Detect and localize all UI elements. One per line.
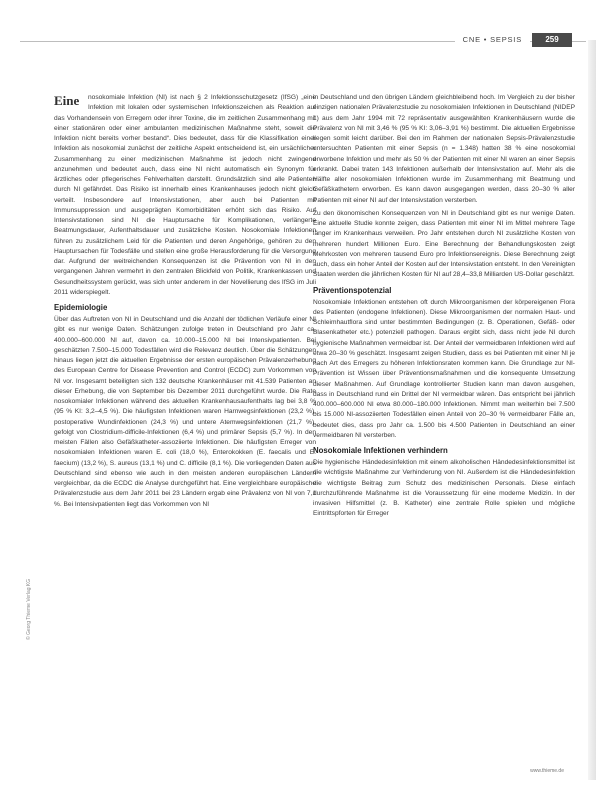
heading-praeventionspotenzial: Präventionspotenzial <box>313 285 392 295</box>
footer-url: www.thieme.de <box>530 768 564 774</box>
prevention-paragraph: Nosokomiale Infektionen entstehen oft durch Mikroorganismen der körpereigenen Flora des Patienten (endogene Infektionen). Diese Mikroorganismen der normalen Haut- und Schleimhautflora sind unter bestimmten Bedingungen (z. B. Operationen, Gefäß- oder Blasenkatheter etc.) potenziell pathogen. Daraus ergibt sich, dass nicht jede NI durch hygienische Maßnahmen vermeidbar ist. Der Anteil der vermeidbaren Infektionen wird auf etwa 20–30 % geschätzt. Insgesamt zeigen Studien, dass es bei Patienten mit einer NI je nach Art des Erregers zu höheren Infektionsraten kommen kann. Die Grundlage zur NI-Prävention ist Wissen über Präventionsmaßnahmen und die konsequente Umsetzung dieser Maßnahmen. Auf Grundlage kontrollierter Studien kann man davon ausgehen, dass in Deutschland rund ein Drittel der NI vermeidbar wären. Das entspricht bei jährlich 400.000–600.000 NI etwa 80.000–180.000 Infektionen. Nimmt man weiterhin bei 7.500 bis 15.000 NI-assoziierten Todesfällen einen Anteil von 20–30 % vermeidbarer Fälle an, bedeutet dies, dass pro Jahr ca. 1.500 bis 4.500 Patienten in Deutschland an einer vermeidbaren NI versterben. <box>313 298 575 439</box>
prevalence-paragraph: in Deutschland und den übrigen Ländern gleichbleibend hoch. Im Vergleich zu der bisher einzigen nationalen Prävalenzstudie zu nosokomialen Infektionen in Deutschland (NIDEP 1) aus dem Jahr 1994 mit 72 repräsentativ ausgewählten Krankenhäusern wurde die Prävalenz von NI mit 3,46 % (95 % KI: 3,06–3,91 %) bestimmt. Die aktuellen Ergebnisse liegen somit leicht darüber. Bei den im Rahmen der nationalen Sepsis-Prävalenzstudie untersuchten Patienten mit einer Sepsis (n = 1.348) hatten 38 % eine nosokomial erworbene Infektion und mehr als 50 % der Patienten mit einer NI waren an einer Sepsis erkrankt. Dabei traten 143 Infektionen außerhalb der Intensivstation auf. Mehr als die Hälfte aller nosokomialen Infektionen wurde im Zusammenhang mit Beatmung und Gefäßkathetern erworben. Es kann davon ausgegangen werden, dass 20–30 % aller Patienten mit einer NI auf der Intensivstation versterben. <box>313 94 575 204</box>
intro-paragraph: nosokomiale Infektion (NI) ist nach § 2 Infektionsschutzgesetz (IfSG) „eine Infektion mit lokalen oder systemischen Infektionszeichen als Reaktion auf das Vorhandensein von Erregern oder ihrer Toxine, die im zeitlichen Zusammenhang mit einer stationären oder einer ambulanten medizinischen Maßnahme steht, soweit die Infektion nicht bereits vorher bestand“. Dies bedeutet, dass für die Klassifikation einer Infektion als nosokomial zunächst der zeitliche Aspekt entscheidend ist, ein ursächlicher Zusammenhang zu einer medizinischen Maßnahme ist jedoch nicht zwingend anzunehmen und bedeutet auch, dass eine NI nicht automatisch ein Synonym für ärztliches oder pflegerisches Fehlverhalten darstellt. Grundsätzlich sind alle Patienten durch NI gefährdet. Das Risiko ist innerhalb eines Krankenhauses jedoch nicht gleich verteilt. Insbesondere auf Intensivstationen, aber auch bei Patienten mit Immunsuppression und ausgeprägten Komorbiditäten erhöht sich das Risiko. Auf Intensivstationen sind NI die Hauptursache für Komplikationen, verlängerte Beatmungsdauer, Aufenthaltsdauer und zusätzliche Kosten. Nosokomiale Infektionen führen zu zusätzlichem Leid für die Patienten und deren Angehörige, gehören zu den Hauptursachen für Todesfälle und stellen eine große Herausforderung für die Versorgung dar. Aufgrund der weitreichenden Konsequenzen ist die Prävention von NI in den vergangenen Jahren vermehrt in den zentralen Blickfeld von Politik, Krankenkassen und Gesundheitssystem gerückt, was sich unter anderem in der Novellierung des IfSG im Juli 2011 widerspiegelt. <box>54 94 316 296</box>
lead-word: Eine <box>54 93 80 108</box>
right-column <box>313 93 575 753</box>
running-head: CNE • SEPSIS <box>455 35 530 44</box>
left-column <box>54 93 316 753</box>
page-edge-shadow <box>588 40 596 780</box>
page-header <box>20 33 586 51</box>
heading-ni-verhindern: Nosokomiale Infektionen verhindern <box>313 446 448 455</box>
epidemiology-paragraph: Über das Auftreten von NI in Deutschland und die Anzahl der tödlichen Verläufe einer NI gibt es nur wenige Daten. Schätzungen zufolge treten in Deutschland pro Jahr ca. 400.000–600.000 NI auf, davon ca. 10.000–15.000 NI bei Intensivpatienten. Bei geschätzten 7.500–15.000 Todesfällen wird die Relevanz deutlich. Über die Schätzungen hinaus liegen jetzt die aktuellen Ergebnisse der ersten europäischen Prävalenzerhebung des European Centre for Disease Prevention and Control (ECDC) zum Vorkommen von NI vor. Insgesamt beteiligten sich 132 deutsche Krankenhäuser mit 41.539 Patienten an dieser Erhebung, die von September bis Dezember 2011 durchgeführt wurde. Die Rate nosokomialer Infektionen während des aktuellen Krankenhausaufenthalts lag bei 3,8 % (95 % KI: 3,2–4,5 %). Die häufigsten Infektionen waren Harnwegsinfektionen (23,2 %), postoperative Wundinfektionen (24,3 %) und untere Atemwegsinfektionen (21,7 %), gefolgt von Clostridium-difficile-Infektionen (6,4 %) und primärer Sepsis (5,7 %). In den meisten Fällen also Gefäßkatheter-assoziierte Infektionen. Die häufigsten Erreger von nosokomialen Infektionen waren E. coli (18,0 %), Enterokokken (E. faecalis und E. faecium) (13,2 %), S. aureus (13,1 %) und C. difficile (8,1 %). Die vorliegenden Daten aus Deutschland sind ebenso wie auch in den meisten anderen europäischen Ländern vergleichbar, da die ECDC die Analyse durchgeführt hat. Eine vergleichbare europäische Prävalenzstudie aus dem Jahr 2011 bei 23 Ländern ergab eine Prävalenz von NI von 7,1 %. Bei Intensivpatienten liegt das Vorkommen von NI <box>54 316 316 508</box>
page-number: 259 <box>532 33 572 47</box>
heading-epidemiologie: Epidemiologie <box>54 303 108 312</box>
copyright-side-note: © Georg Thieme Verlag KG <box>26 578 32 640</box>
economics-paragraph: Zu den ökonomischen Konsequenzen von NI in Deutschland gibt es nur wenige Daten. Eine aktuelle Studie konnte zeigen, dass Patienten mit einer NI im Mittel mehrere Tage länger im Krankenhaus verweilen. Pro Jahr entstehen durch NI zusätzliche Kosten von mehreren hundert Millionen Euro. Eine Berechnung der Behandlungskosten zeigt Mehrkosten von mehreren tausend Euro pro Infektionsereignis. Diese Berechnung zeigt auch, dass ein hoher Anteil der Kosten auf der Intensivstation entsteht. In den Vereinigten Staaten werden die jährlichen Kosten für NI auf 28,4–33,8 Milliarden US-Dollar geschätzt. <box>313 209 575 279</box>
hand-hygiene-paragraph: Die hygienische Händedesinfektion mit einem alkoholischen Händedesinfektionsmittel ist die wichtigste Maßnahme zur Verhinderung von NI. Außerdem ist die Händedesinfektion die wichtigste Beitrag zum Schutz des medizinischen Personals. Diese einfach durchzuführende Maßnahme ist die Voraussetzung für eine moderne Medizin. In der invasiven Hilfsmittel (z. B. Katheter) eine zentrale Rolle spielen und mögliche Eintrittspforten für Erreger <box>313 459 575 518</box>
